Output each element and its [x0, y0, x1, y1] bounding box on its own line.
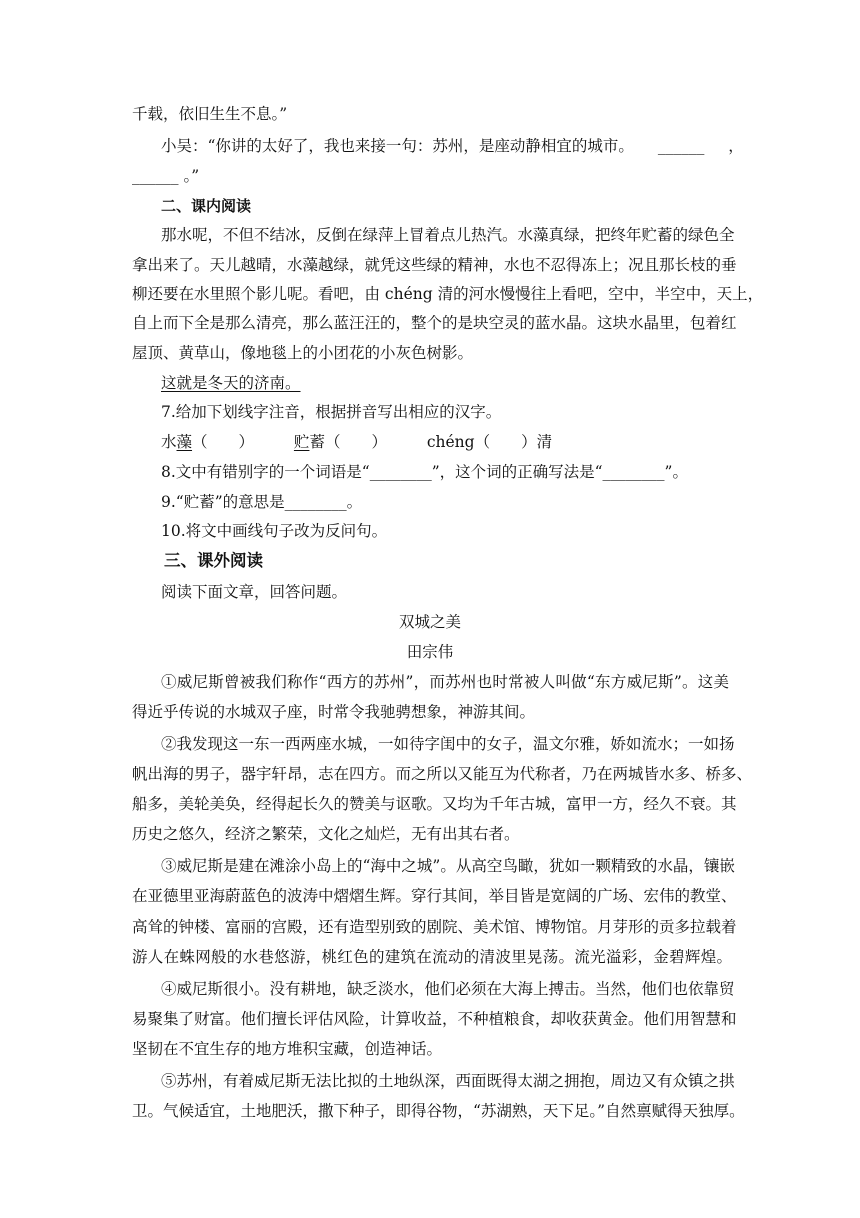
article-p4-line-3: 坚韧在不宜生存的地方堆积宝藏，创造神话。: [132, 1040, 443, 1058]
intro-line-2-text: 小吴：“你讲的太好了，我也来接一句：苏州，是座动静相宜的城市。: [161, 137, 634, 155]
article-p2-line-4: 历史之悠久，经济之繁荣，文化之灿烂，无有出其右者。: [132, 825, 520, 843]
q7-item-b-underlined: 贮: [293, 433, 310, 451]
q7-item-a-underlined: 藻: [176, 433, 193, 451]
passage-line-3: 柳还要在水里照个影儿呢。看吧，由 chéng 清的河水慢慢往上看吧，空中，半空中，天上，: [132, 285, 764, 303]
q7-item-a-pre: 水: [161, 433, 177, 451]
intro-line-3: [132, 166, 732, 186]
article-author: 田宗伟: [406, 643, 454, 661]
article-p3-line-1: ③威尼斯是建在滩涂小岛上的“海中之城”。从高空鸟瞰，犹如一颗精致的水晶，镶嵌: [161, 857, 735, 875]
question-8: 8.文中有错别字的一个词语是“________”，这个词的正确写法是“________”。: [161, 463, 688, 481]
passage-line-1: 那水呢，不但不结冰，反倒在绿萍上冒着点儿热汽。水藻真绿，把终年贮蓄的绿色全: [161, 226, 735, 244]
underlined-sentence: [161, 373, 761, 393]
intro-line-2: [161, 136, 744, 156]
section-heading-2: 二、课内阅读: [161, 197, 252, 215]
passage-line-2: 拿出来了。天儿越晴，水藻越绿，就凭这些绿的精神，水也不忍得冻上；况且那长枝的垂: [132, 256, 737, 274]
q7-item-a-paren: （ ）: [192, 433, 255, 451]
intro-line-1: 千载，依旧生生不息。”: [132, 105, 288, 123]
article-title: 双城之美: [398, 613, 461, 631]
article-p1-line-1: ①威尼斯曾被我们称作“西方的苏州”，而苏州也时常被人叫做“东方威尼斯”。这美: [161, 673, 729, 691]
question-7-items: [161, 432, 761, 452]
passage-line-4: 自上而下全是那么清亮，那么蓝汪汪的，整个的是块空灵的蓝水晶。这块水晶里，包着红: [132, 314, 737, 332]
intro-line-3-end: 。”: [183, 167, 200, 185]
underlined-sentence-text: 这就是冬天的济南。: [161, 374, 301, 392]
article-p4-line-2: 易聚集了财富。他们擅长评估风险，计算收益，不种植粮食，却收获黄金。他们用智慧和: [132, 1010, 737, 1028]
q7-item-c-post: 清: [536, 433, 553, 451]
article-p2-line-3: 船多，美轮美奂，经得起长久的赞美与讴歌。又均为千年古城，富甲一方，经久不衰。其: [132, 795, 737, 813]
article-p2-line-2: 帆出海的男子，器宇轩昂，志在四方。而之所以又能互为代称者，乃在两城皆水多、桥多、: [132, 765, 753, 783]
q7-item-b-post: 蓄: [309, 433, 325, 451]
article-p3-line-4: 游人在蛛网般的水巷悠游，桃红色的建筑在流动的清波里晃荡。流光溢彩，金碧辉煌。: [132, 948, 732, 966]
passage-line-5: 屋顶、黄草山，像地毯上的小团花的小灰色树影。: [132, 344, 474, 362]
q7-item-c-pre: chéng: [426, 433, 475, 451]
answer-blank-2: ______: [132, 167, 179, 185]
q7-item-b-paren: （ ）: [324, 433, 387, 451]
question-9: 9.“贮蓄”的意思是________。: [161, 493, 363, 511]
reading-instruction: 阅读下面文章，回答问题。: [161, 583, 348, 601]
answer-blank-1: ______: [657, 137, 705, 155]
article-p3-line-2: 在亚德里亚海蔚蓝色的波涛中熠熠生辉。穿行其间，举目皆是宽阔的广场、宏伟的教堂、: [132, 887, 737, 905]
intro-comma: ，: [728, 137, 744, 155]
article-p5-line-1: ⑤苏州，有着威尼斯无法比拟的土地纵深，西面既得太湖之拥抱，周边又有众镇之拱: [161, 1072, 735, 1090]
article-p1-line-2: 得近乎传说的水城双子座，时常令我驰骋想象，神游其间。: [132, 703, 536, 721]
article-p3-line-3: 高耸的钟楼、富丽的宫殿，还有造型别致的剧院、美术馆、博物馆。月芽形的贡多拉载着: [132, 918, 737, 936]
article-p2-line-1: ②我发现这一东一西两座水城，一如待字闺中的女子，温文尔雅，娇如流水；一如扬: [161, 735, 735, 753]
section-heading-3: 三、课外阅读: [164, 551, 263, 570]
question-7: 7.给加下划线字注音，根据拼音写出相应的汉字。: [161, 403, 502, 421]
article-p4-line-1: ④威尼斯很小。没有耕地，缺乏淡水，他们必须在大海上搏击。当然，他们也依靠贸: [161, 980, 735, 998]
question-10: 10.将文中画线句子改为反问句。: [161, 522, 388, 540]
article-p5-line-2: 卫。气候适宜，土地肥沃，撒下种子，即得谷物，“苏湖熟，天下足。”自然禀赋得天独厚。: [132, 1102, 745, 1120]
q7-item-c-paren: （ ）: [474, 433, 537, 451]
